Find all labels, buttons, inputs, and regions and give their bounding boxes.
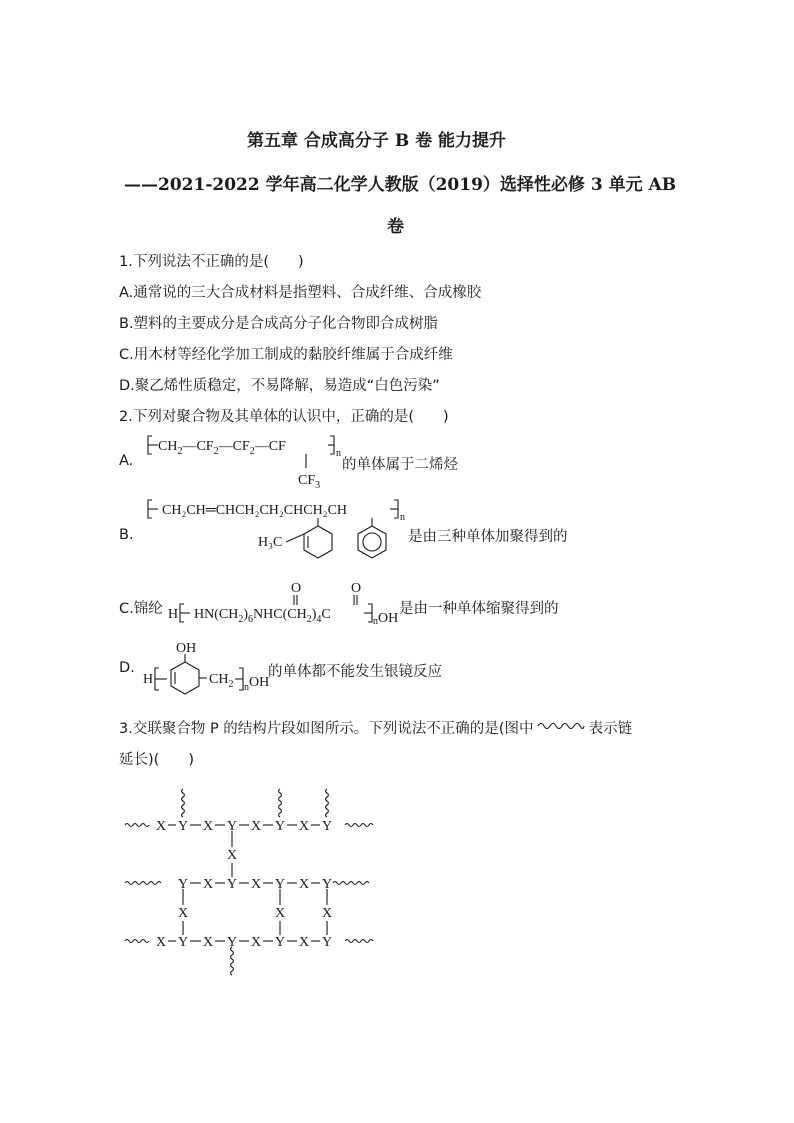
svg-text:X: X [227,848,238,863]
q1-stem: 1.下列说法不正确的是( ) [119,254,304,270]
chain-atom: Y [275,819,286,834]
q2-option-d-label: D. [119,660,135,676]
svg-text:H: H [168,607,179,622]
svg-text:n: n [336,448,341,459]
svg-text:H: H [143,672,154,687]
chain-atom: X [203,819,214,834]
chain-atom: Y [227,819,238,834]
chain-atom: Y [275,935,286,950]
chain-atom: Y [322,877,333,892]
chain-atom: X [203,877,214,892]
q1-option-d: D.聚乙烯性质稳定，不易降解，易造成“白色污染” [119,378,440,394]
chain-atom: X [299,877,310,892]
q3-stem-part1: 3.交联聚合物 P 的结构片段如图所示。下列说法不正确的是(图中 [119,721,534,737]
wavy-line-icon [538,721,584,729]
chain-atom: Y [178,935,189,950]
chain-atom: X [251,877,262,892]
q2-option-a-label: A. [119,453,134,469]
q1-option-a: A.通常说的三大合成材料是指塑料、合成纤维、合成橡胶 [119,285,482,301]
q2-formula-d [143,638,273,694]
svg-text:OH: OH [249,675,270,690]
q2-stem: 2.下列对聚合物及其单体的认识中，正确的是( ) [119,409,449,425]
svg-text:HN(CH2)6NHC(CH2)4C: $HN(CH_2)_6NHC(CH_2)_4C$ [194,607,331,625]
q2-formula-b [146,496,416,568]
chain-atom: Y [322,935,333,950]
svg-text:H₃C: H₃C [258,535,283,550]
q2-option-b-label: B. [119,527,134,543]
svg-text:n: n [244,682,249,693]
q2-option-c-label: C.锦纶 [119,601,163,617]
svg-text:CH2: $CH_2$ [209,672,234,690]
chain-atom: Y [227,935,238,950]
svg-text:OH: OH [176,641,197,656]
svg-text:CH₂CH═CHCH₂CH₂CHCH₂CH: CH₂CH═CHCH₂CH₂CHCH₂CH [162,503,348,518]
svg-text:n: n [373,616,378,627]
chain-atom: X [251,819,262,834]
q3-stem-cont: 延长)( ) [119,752,194,768]
chain-atom: Y [275,877,286,892]
svg-text:O: O [291,581,302,596]
chain-atom: Y [227,877,238,892]
q2-option-a-text: 的单体属于二烯烃 [342,457,458,473]
svg-text:X: X [322,906,333,921]
q3-stem-part2: 表示链 [588,721,633,737]
q1-option-c: C.用木材等经化学加工制成的黏胶纤维属于合成纤维 [119,347,453,363]
page-subtitle-cont: 卷 [387,217,404,237]
chain-atom: X [251,935,262,950]
q2-formula-c [168,580,408,625]
page-subtitle: ——2021-2022 学年高二化学人教版（2019）选择性必修 3 单元 AB [124,175,677,195]
chain-atom: X [299,935,310,950]
chain-atom: Y [178,819,189,834]
q3-crosslink-diagram [120,785,370,980]
chain-atom: X [156,935,167,950]
chain-atom: X [299,819,310,834]
chain-atom: X [156,819,167,834]
svg-text:CF3: $CF_3$ [298,473,321,491]
page-title: 第五章 合成高分子 B 卷 能力提升 [247,131,507,151]
svg-text:n: n [400,512,405,523]
q2-option-c-text: 是由一种单体缩聚得到的 [399,601,559,617]
chain-atom: X [203,935,214,950]
q2-formula-a [146,432,346,492]
svg-text:CH2—CF2—CF2—CF: $CH_2—CF_2—CF_2—CF$ [158,439,286,457]
svg-text:OH: OH [378,611,399,626]
chain-atom: Y [178,877,189,892]
svg-text:X: X [178,906,189,921]
q3-stem [119,717,632,738]
svg-text:X: X [275,906,286,921]
chain-atom: Y [322,819,333,834]
q1-option-b: B.塑料的主要成分是合成高分子化合物即合成树脂 [119,316,439,332]
q2-option-d-text: 的单体都不能发生银镜反应 [268,664,442,680]
svg-text:O: O [351,581,362,596]
q2-option-b-text: 是由三种单体加聚得到的 [408,529,568,545]
